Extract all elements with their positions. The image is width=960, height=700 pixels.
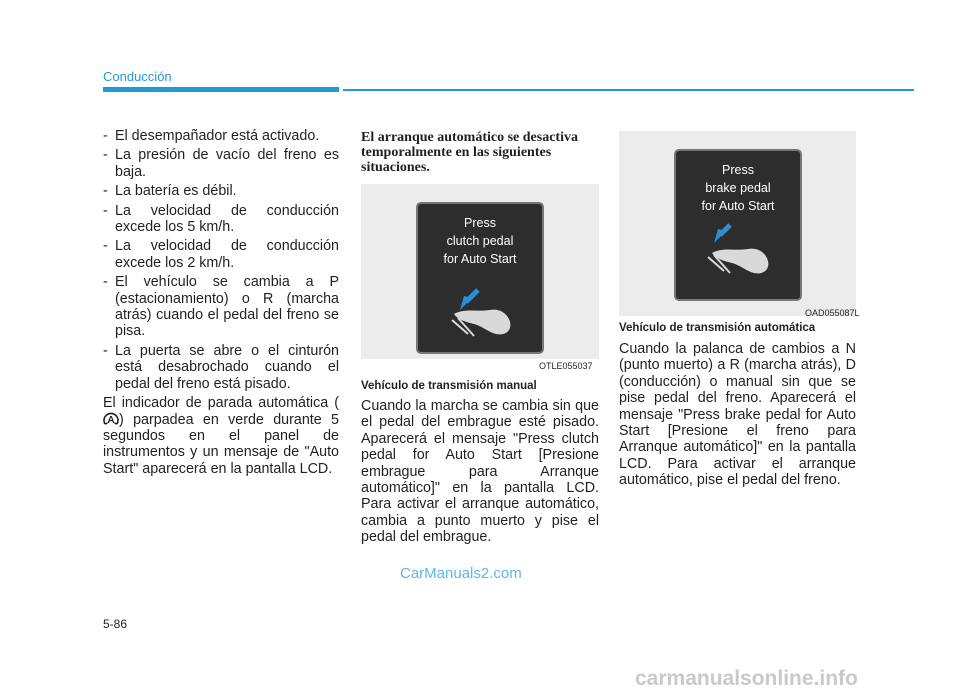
brake-pedal-press-icon: [704, 221, 776, 281]
clutch-pedal-press-icon: [448, 284, 520, 344]
automatic-subheading: Vehículo de transmisión automática: [619, 322, 816, 334]
section-rule-thin: [343, 89, 914, 91]
column-left: [103, 128, 339, 477]
list-item: - La puerta se abre o el cinturón está desabrochado cuando el pedal del freno está pisado.: [103, 342, 339, 392]
lcd-display: Press brake pedal for Auto Start: [674, 149, 802, 301]
section-title: Conducción: [103, 69, 172, 84]
section-rule-thick: [103, 87, 339, 92]
figure-clutch: [361, 184, 599, 359]
figure-code: OTLE055037: [539, 361, 593, 371]
page-number: 5-86: [103, 617, 128, 631]
list-item: - La presión de vacío del freno es baja.: [103, 147, 339, 180]
list-item: - El vehículo se cambia a P (estacionamiento) o R (marcha atrás) cuando el pedal del freno se pisa.: [103, 274, 339, 340]
column-middle-heading: El arranque automático se desactiva temporalmente en las siguientes situaciones.: [361, 130, 578, 175]
list-item: - La velocidad de conducción excede los 2 km/h.: [103, 238, 339, 271]
figure-code: OAD055087L: [805, 308, 860, 318]
manual-body: Cuando la marcha se cambia sin que el pedal del embrague esté pisado. Aparecerá el mensaje "Press clutch pedal for Auto Start [Presione embrague para Arranque automático]" en la pantalla LCD. Para activar el arranque automático, cambia a punto muerto y pise el pedal del embrague.: [361, 398, 599, 546]
auto-stop-a-icon: [103, 412, 119, 426]
watermark-link[interactable]: CarManuals2.com: [400, 565, 522, 582]
list-item: - El desempañador está activado.: [103, 128, 320, 144]
figure-brake: [619, 131, 856, 316]
list-item: - La batería es débil.: [103, 183, 237, 200]
auto-stop-paragraph: El indicador de parada automática ( A ) parpadea en verde durante 5 segundos en el panel de instrumentos y un mensaje de "Auto Start" aparecerá en la pantalla LCD.: [103, 395, 339, 477]
svg-text:A: A: [107, 414, 115, 426]
manual-subheading: Vehículo de transmisión manual: [361, 380, 537, 392]
list-item: - La velocidad de conducción excede los 5 km/h.: [103, 202, 339, 236]
automatic-body: Cuando la palanca de cambios a N (punto muerto) a R (marcha atrás), D (conducción) o manual sin que se pise pedal del freno. Aparecerá el mensaje "Press brake pedal for Auto Start [Presione el freno para Arranque automático]" en la pantalla LCD. Para activar el arranque automático, pise el pedal del freno.: [619, 341, 856, 489]
footer-watermark: carmanualsonline.info: [635, 667, 858, 690]
lcd-display: Press clutch pedal for Auto Start: [416, 202, 544, 354]
